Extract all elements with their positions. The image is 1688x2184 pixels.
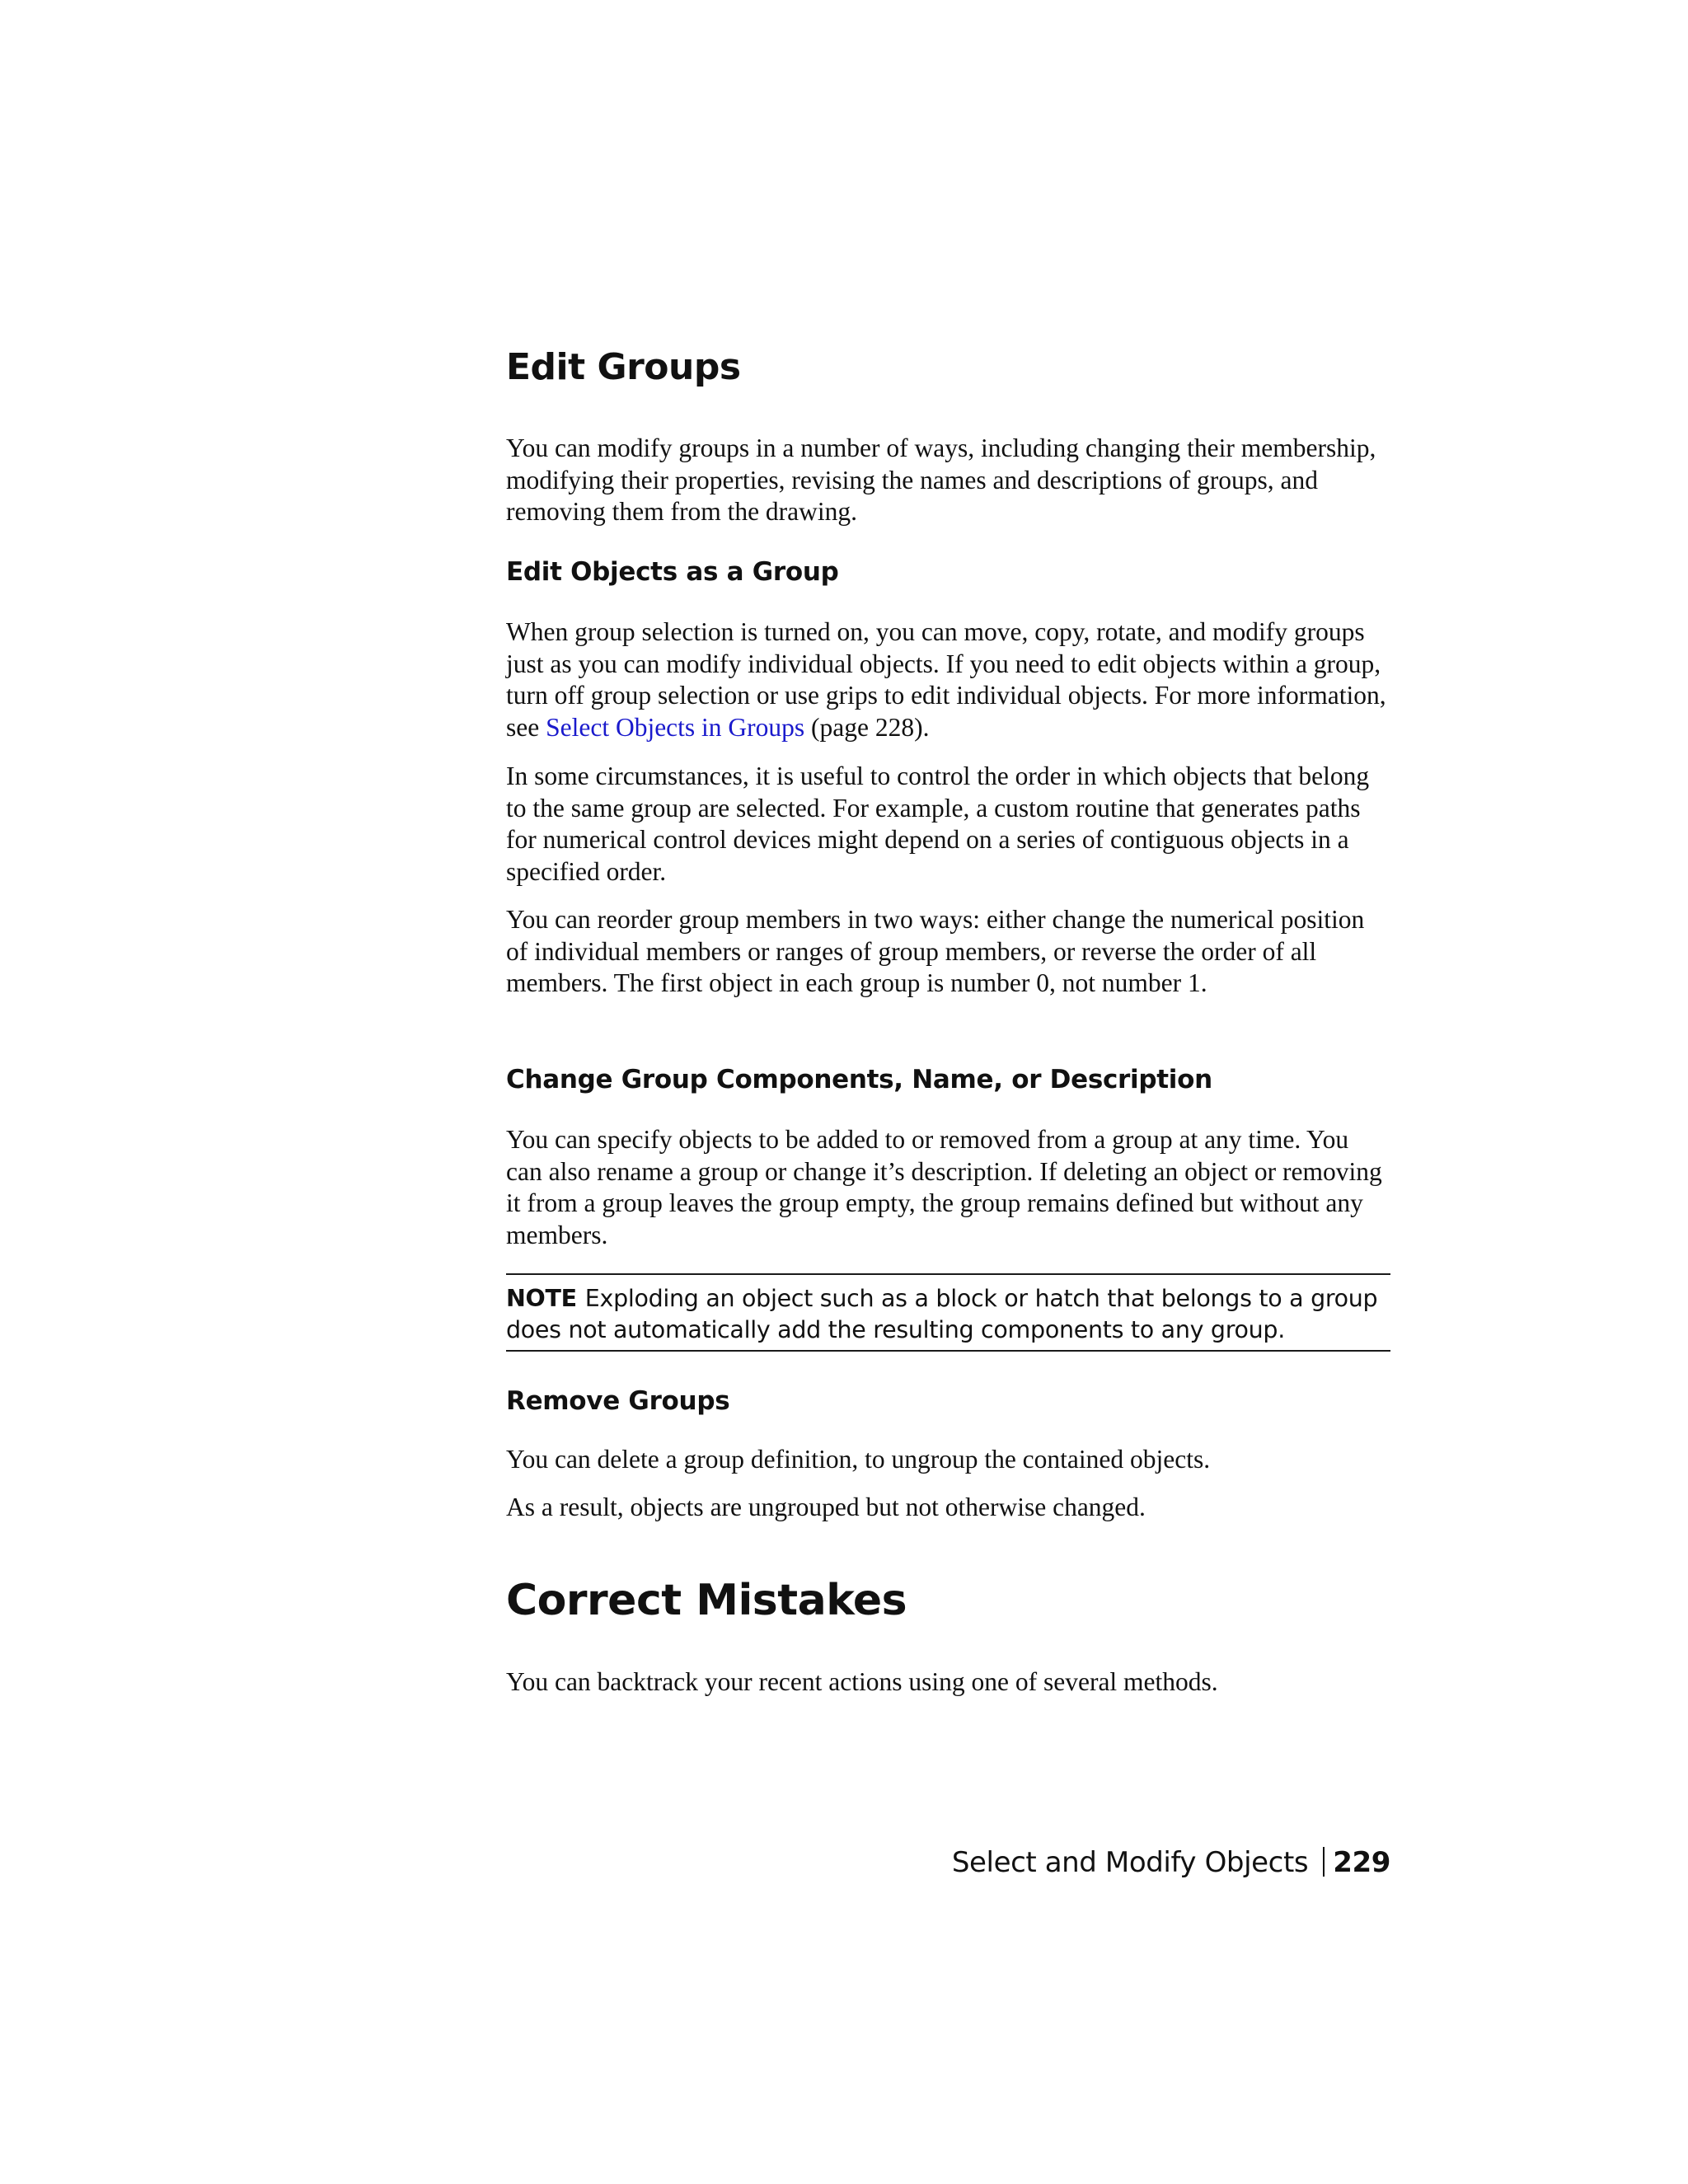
page-footer bbox=[952, 1846, 1390, 1879]
note-label: NOTE bbox=[506, 1285, 577, 1312]
note-box bbox=[506, 1273, 1390, 1352]
paragraph-correct-mistakes: You can backtrack your recent actions using one of several methods. bbox=[506, 1667, 1218, 1696]
paragraph-edit-objects-1 bbox=[506, 616, 1390, 743]
select-objects-in-groups-link[interactable]: Select Objects in Groups bbox=[546, 712, 805, 742]
heading-remove-groups: Remove Groups bbox=[506, 1386, 730, 1416]
note-body: Exploding an object such as a block or hatch that belongs to a group does not automatically add the resulting components to any group. bbox=[506, 1285, 1378, 1343]
paragraph-change-components: You can specify objects to be added to or removed from a group at any time. You can also rename a group or change it’s description. If deleting an object or removing it from a group leaves the group empty, the group remains defined but without any members. bbox=[506, 1125, 1382, 1249]
footer-page-number: 229 bbox=[1333, 1846, 1390, 1879]
paragraph-text: (page 228). bbox=[804, 712, 930, 742]
paragraph-edit-groups-intro: You can modify groups in a number of ways, including changing their membership, modifying their properties, revising the names and descriptions of groups, and removing them from the drawing. bbox=[506, 434, 1376, 526]
heading-edit-objects-as-group: Edit Objects as a Group bbox=[506, 557, 839, 587]
heading-correct-mistakes: Correct Mistakes bbox=[506, 1576, 907, 1625]
paragraph-text: When group selection is turned on, you can move, copy, rotate, and modify groups just as you can modify individual objects. If you need to edit objects within a group, turn off group selection or use grips to edit individual objects. For more information, see bbox=[506, 617, 1386, 742]
footer-separator bbox=[1323, 1847, 1325, 1877]
note-text bbox=[506, 1283, 1390, 1346]
paragraph-remove-groups-1: You can delete a group definition, to ungroup the contained objects. bbox=[506, 1445, 1211, 1474]
footer-chapter-title: Select and Modify Objects bbox=[951, 1846, 1309, 1879]
paragraph-edit-objects-2: In some circumstances, it is useful to control the order in which objects that belong to the same group are selected. For example, a custom routine that generates paths for numerical control devices might depend on a series of contiguous objects in a specified order. bbox=[506, 762, 1370, 886]
heading-edit-groups: Edit Groups bbox=[506, 346, 741, 388]
paragraph-edit-objects-3: You can reorder group members in two ways: either change the numerical position of individual members or ranges of group members, or reverse the order of all members. The first object in each group is number 0, not number 1. bbox=[506, 905, 1365, 997]
heading-change-group-components: Change Group Components, Name, or Description bbox=[506, 1065, 1212, 1094]
paragraph-remove-groups-2: As a result, objects are ungrouped but not otherwise changed. bbox=[506, 1493, 1146, 1521]
